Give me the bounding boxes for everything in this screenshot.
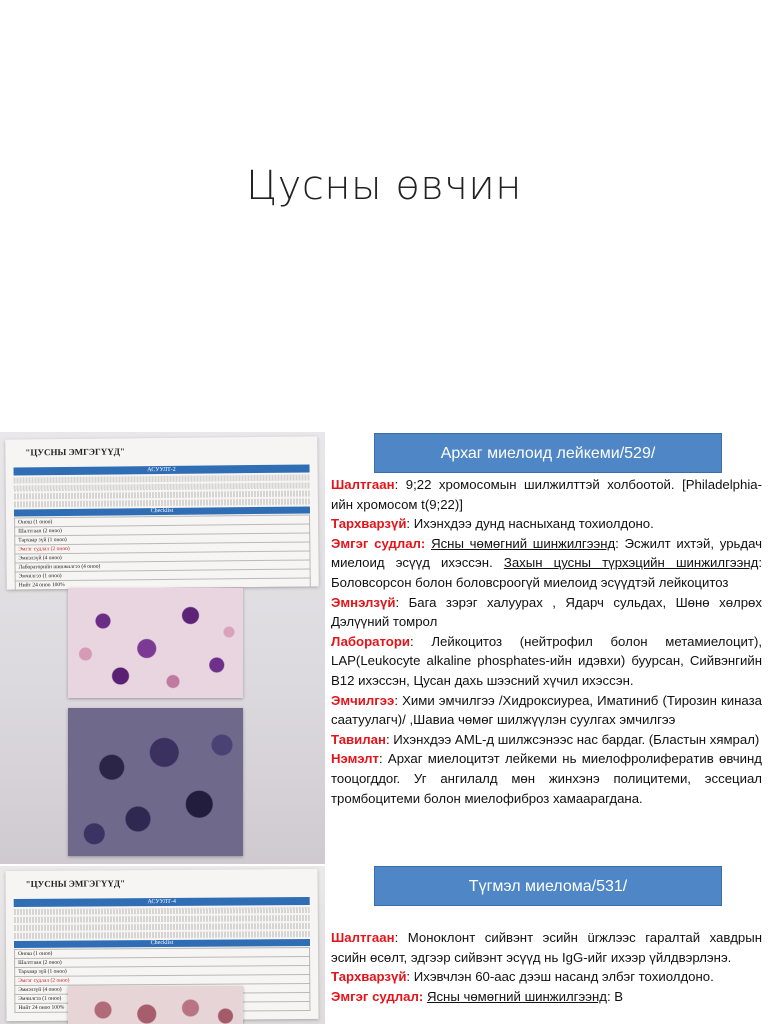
blood-smear-image: [68, 986, 243, 1024]
section-body-cml: [331, 475, 762, 808]
case-text-lines: [14, 907, 310, 941]
checklist-row: Тархвар зүй (1 оноо): [15, 965, 310, 976]
checklist-row: Лабораторийн шинжилгээ (4 оноо): [15, 560, 310, 572]
bone-marrow-image: [68, 708, 243, 856]
paragraph-laboratory: Лаборатори: Лейкоцитоз (нейтрофил болон метамиелоцит), LAP(Leukocyte alkaline phosphates-ийн идэвхи) буурсан, Сийвэнгийн B12 ихэссэн, Цусан дахь шээсний хүчил ихэссэн.: [331, 633, 762, 688]
checklist-row: Шалтгаан (2 оноо): [15, 524, 310, 536]
case-bar: АСУУЛТ-4: [14, 897, 310, 907]
section-title-myeloma: Түгмэл миелома/531/: [374, 866, 722, 906]
paragraph-cause: Шалтгаан: Моноклонт сийвэнт эсийн ürжлээс гаралтай хавдрын эсийн өсөлт, эдгээр сийвэнт эсүүд нь IgG-ийг ихээр үйлдвэрлэнэ.: [331, 930, 762, 965]
case-sheet: [5, 436, 319, 589]
checklist-row: Нийт 24 оноо 100%: [15, 1001, 310, 1012]
paragraph-pathology: Эмгэг судлал: Ясны чөмөгний шинжилгээнд: В: [331, 988, 624, 1004]
checklist-row: Эмгэг судлал (2 оноо): [15, 542, 310, 554]
checklist-table: [14, 514, 311, 590]
checklist-row: Эмнэлзүй (4 оноо): [15, 983, 310, 994]
slide-title: Цусны өвчин: [246, 163, 522, 209]
section-title-cml: Архаг миелоид лейкеми/529/: [374, 433, 722, 473]
paragraph-pathology: Эмгэг судлал: Ясны чөмөгний шинжилгээнд: Эсжилт ихтэй, урьдач миелоид эсүүд ихэссэн. Захын цусны түрхэцийн шинжилгээнд: Боловсорсон болон боловсроогүй миелоид эсүүдтэй лейкоцитоз: [331, 535, 763, 590]
sheet-meta: [157, 442, 307, 444]
case-bar: АСУУЛТ-2: [14, 464, 310, 475]
blood-smear-image: [68, 588, 243, 698]
section-body-myeloma: [331, 928, 762, 1006]
checklist-row: Тархвар зүй (1 оноо): [15, 533, 310, 545]
case-sheet-photo-1: [0, 432, 325, 864]
checklist-row: Эмчилгээ (1 оноо): [15, 569, 310, 581]
paragraph-clinical: Эмнэлзүй: Бага зэрэг халуурах , Ядарч сульдах, Шөнө хөлрөх Дэлүүний томрол: [331, 594, 762, 630]
checklist-row: Нийт 24 оноо 100%: [15, 578, 310, 590]
checklist-row: Эмгэг судлал (2 оноо): [15, 974, 310, 985]
sheet-header: "ЦУСНЫ ЭМГЭГҮҮД": [25, 446, 125, 458]
case-sheet-photo-2: [0, 866, 325, 1024]
paragraph-cause: Шалтгаан: 9;22 хромосомын шилжилттэй холбоотой. [Philadelphia-ийн хромосом t(9;22)]: [331, 477, 762, 512]
case-text-lines: [14, 474, 310, 509]
checklist-row: Эмчилгээ (1 оноо): [15, 992, 310, 1003]
sheet-meta: [158, 875, 308, 876]
paragraph-treatment: Эмчилгээ: Хими эмчилгээ /Хидроксиуреа, Иматиниб (Тирозин киназа саатуулагч)/ ,Шавиа чөмөг шилжүүлэн суулгах эмчилгээ: [331, 692, 762, 728]
checklist-row: Эмнэлзүй (4 оноо): [15, 551, 310, 563]
paragraph-epidemiology: Тархварзүй: Ихэвчлэн 60-аас дээш насанд элбэг тохиолдоно.: [331, 969, 714, 985]
sheet-header: "ЦУСНЫ ЭМГЭГҮҮД": [25, 878, 126, 889]
paragraph-additional: Нэмэлт: Архаг миелоцитэт лейкеми нь миелофролиферaтив өвчинд тооцогддог. Уг ангилалд мөн жинхэнэ полицитеми, эссециал тромбоцитеми болон миелофиброз хамаарагдана.: [331, 751, 762, 806]
paragraph-epidemiology: Тархварзүй: Ихэнхдээ дунд насныханд тохиолдоно.: [331, 516, 654, 532]
checklist-bar: Checklist: [14, 939, 310, 948]
checklist-bar: Checklist: [14, 506, 310, 516]
checklist-row: Шалтгаан (2 оноо): [15, 956, 310, 967]
checklist-row: Онош (1 оноо): [15, 947, 310, 958]
checklist-row: Онош (1 оноо): [15, 515, 310, 527]
paragraph-prognosis: Тавилан: Ихэнхдээ AML-д шилжсэнээс нас бардаг. (Бластын хямрал): [331, 731, 760, 747]
